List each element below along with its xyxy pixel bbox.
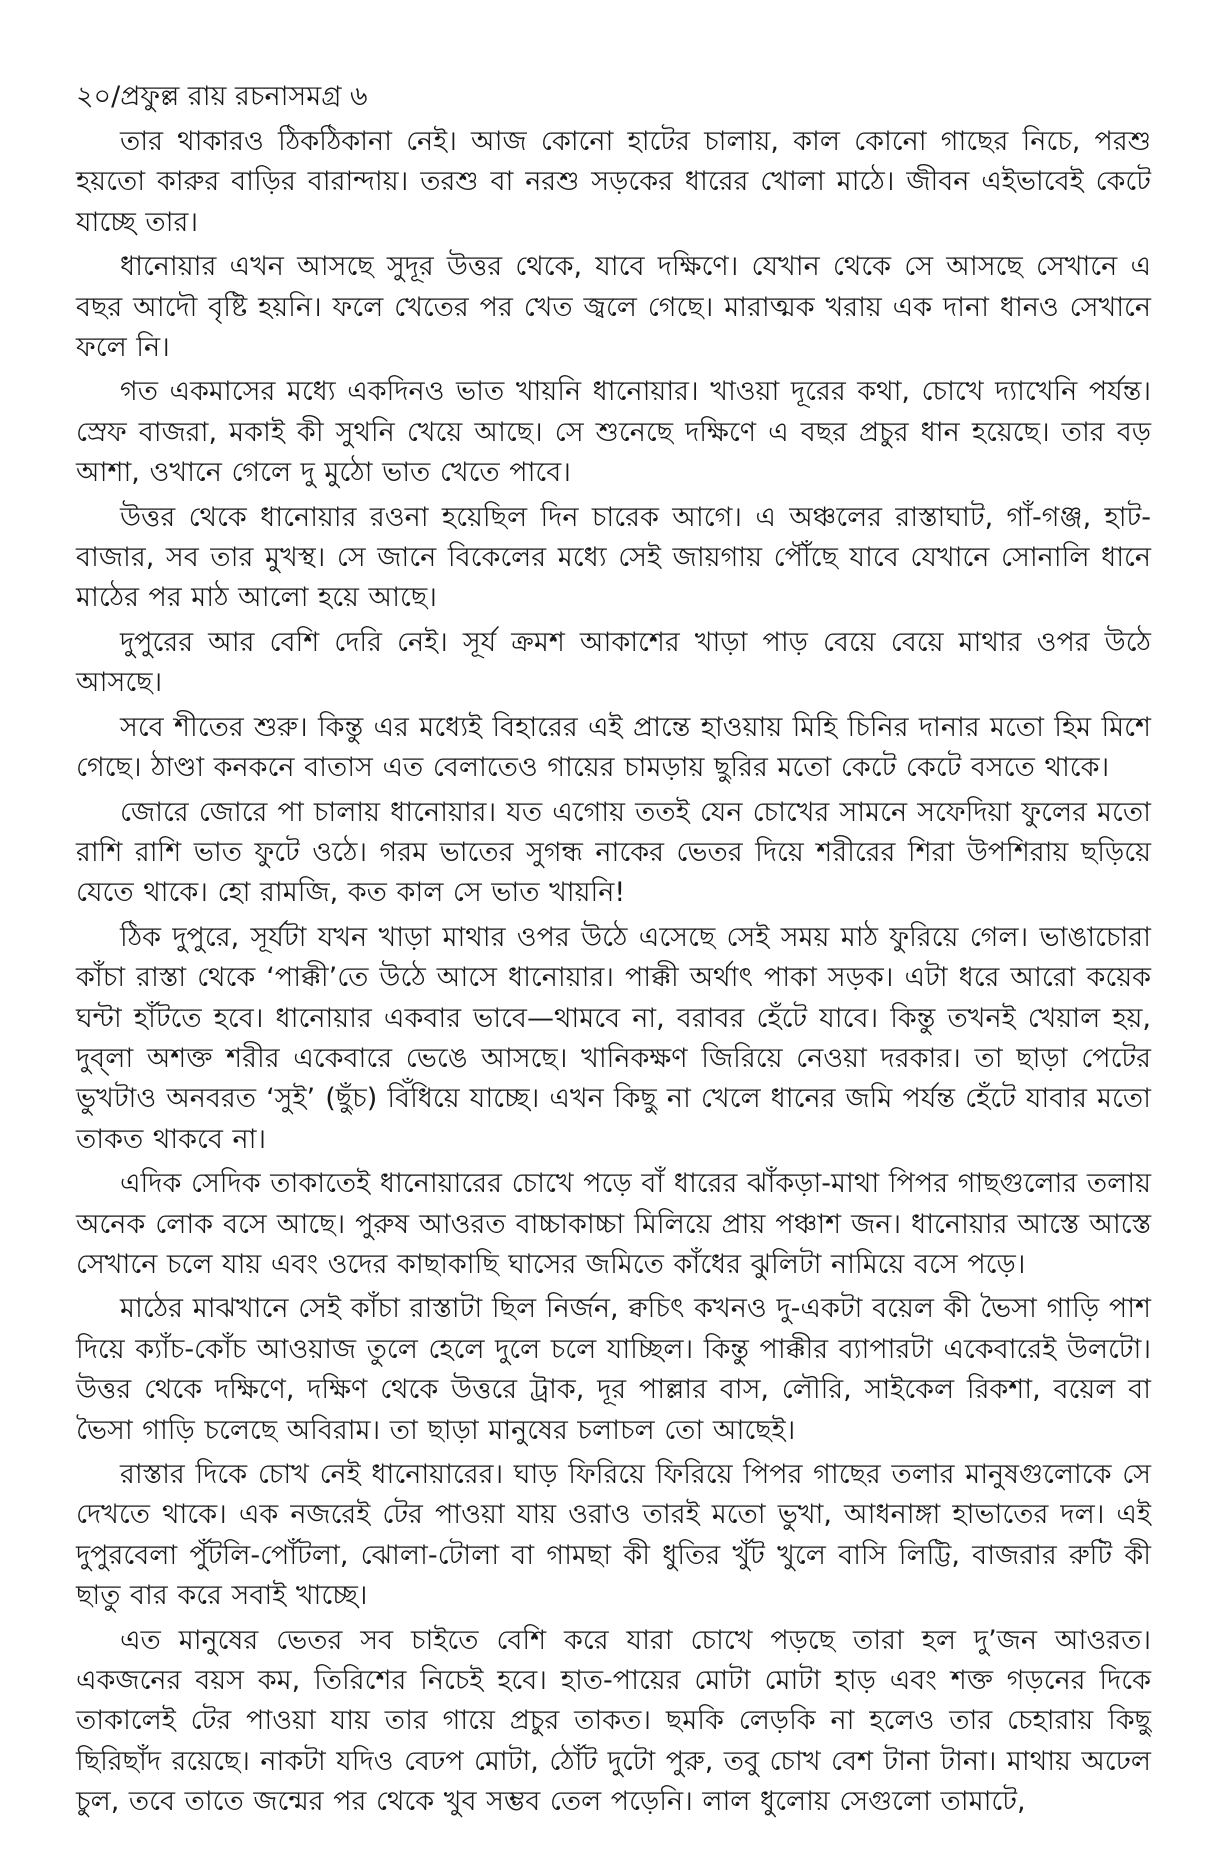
paragraph: মাঠের মাঝখানে সেই কাঁচা রাস্তাটা ছিল নির্জন, ক্বচিৎ কখনও দু-একটা বয়েল কী ভৈসা গাড়ি পাশ দিয়ে ক্যাঁচ-কোঁচ আওয়াজ তুলে হেলে দুলে চলে যাচ্ছিল। কিন্তু পাক্কীর ব্যাপারটা একেবারেই উলটো। উত্তর থেকে দক্ষিণে, দক্ষিণ থেকে উত্তরে ট্রাক, দূর পাল্লার বাস, লৌরি, সাইকেল রিকশা, বয়েল বা ভৈসা গাড়ি চলেছে অবিরাম। তা ছাড়া মানুষের চলাচল তো আছেই। — [76, 1293, 1151, 1446]
running-head: ২০/প্রফুল্ল রায় রচনাসমগ্র ৬ — [76, 81, 368, 112]
paragraph: জোরে জোরে পা চালায় ধানোয়ার। যত এগোয় ততই যেন চোখের সামনে সফেদিয়া ফুলের মতো রাশি রাশি ভাত ফুটে ওঠে। গরম ভাতের সুগন্ধ নাকের ভেতর দিয়ে শরীরের শিরা উপশিরায় ছড়িয়ে যেতে থাকে। হো রামজি, কত কাল সে ভাত খায়নি! — [76, 796, 1151, 909]
book-page — [76, 78, 1151, 1827]
paragraph: এত মানুষের ভেতর সব চাইতে বেশি করে যারা চোখে পড়ছে তারা হল দু’জন আওরত। একজনের বয়স কম, তিরিশের নিচেই হবে। হাত-পায়ের মোটা মোটা হাড় এবং শক্ত গড়নের দিকে তাকালেই টের পাওয়া যায় তার গায়ে প্রচুর তাকত। ছমকি লেড়কি না হলেও তার চেহারায় কিছু ছিরিছাঁদ রয়েছে। নাকটা যদিও বেঢপ মোটা, ঠোঁট দুটো পুরু, তবু চোখ বেশ টানা টানা। মাথায় অঢেল চুল, তবে তাতে জন্মের পর থেকে খুব সম্ভব তেল পড়েনি। লাল ধুলোয় সেগুলো তামাটে, — [76, 1624, 1151, 1818]
paragraph: এদিক সেদিক তাকাতেই ধানোয়ারের চোখে পড়ে বাঁ ধারের ঝাঁকড়া-মাথা পিপর গাছগুলোর তলায় অনেক লোক বসে আছে। পুরুষ আওরত বাচ্চাকাচ্চা মিলিয়ে প্রায় পঞ্চাশ জন। ধানোয়ার আস্তে আস্তে সেখানে চলে যায় এবং ওদের কাছাকাছি ঘাসের জমিতে কাঁধের ঝুলিটা নামিয়ে বসে পড়ে। — [76, 1168, 1151, 1280]
paragraph: ঠিক দুপুরে, সূর্যটা যখন খাড়া মাথার ওপর উঠে এসেছে সেই সময় মাঠ ফুরিয়ে গেল। ভাঙাচোরা কাঁচা রাস্তা থেকে ‘পাক্কী’তে উঠে আসে ধানোয়ার। পাক্কী অর্থাৎ পাকা সড়ক। এটা ধরে আরো কয়েক ঘন্টা হাঁটতে হবে। ধানোয়ার একবার ভাবে—থামবে না, বরাবর হেঁটে যাবে। কিন্তু তখনই খেয়াল হয়, দুব্‌লা অশক্ত শরীর একেবারে ভেঙে আসছে। খানিকক্ষণ জিরিয়ে নেওয়া দরকার। তা ছাড়া পেটের ভুখটাও অনবরত ‘সুই’ (ছুঁচ) বিঁধিয়ে যাচ্ছে। এখন কিছু না খেলে ধানের জমি পর্যন্ত হেঁটে যাবার মতো তাকত থাকবে না। — [76, 921, 1151, 1155]
paragraph: সবে শীতের শুরু। কিন্তু এর মধ্যেই বিহারের এই প্রান্তে হাওয়ায় মিহি চিনির দানার মতো হিম মিশে গেছে। ঠাণ্ডা কনকনে বাতাস এত বেলাতেও গায়ের চামড়ায় ছুরির মতো কেটে কেটে বসতে থাকে। — [76, 711, 1151, 784]
paragraph: উত্তর থেকে ধানোয়ার রওনা হয়েছিল দিন চারেক আগে। এ অঞ্চলের রাস্তাঘাট, গাঁ-গঞ্জ, হাট-বাজার, সব তার মুখস্থ। সে জানে বিকেলের মধ্যে সেই জায়গায় পৌঁছে যাবে যেখানে সোনালি ধানে মাঠের পর মাঠ আলো হয়ে আছে। — [76, 501, 1151, 614]
paragraph: গত একমাসের মধ্যে একদিনও ভাত খায়নি ধানোয়ার। খাওয়া দূরের কথা, চোখে দ্যাখেনি পর্যন্ত। স্রেফ বাজরা, মকাই কী সুথনি খেয়ে আছে। সে শুনেছে দক্ষিণে এ বছর প্রচুর ধান হয়েছে। তার বড় আশা, ওখানে গেলে দু মুঠো ভাত খেতে পাবে। — [76, 376, 1151, 489]
paragraph: ধানোয়ার এখন আসছে সুদূর উত্তর থেকে, যাবে দক্ষিণে। যেখান থেকে সে আসছে সেখানে এ বছর আদৌ বৃষ্টি হয়নি। ফলে খেতের পর খেত জ্বলে গেছে। মারাত্মক খরায় এক দানা ধানও সেখানে ফলে নি। — [76, 251, 1151, 364]
paragraph: রাস্তার দিকে চোখ নেই ধানোয়ারের। ঘাড় ফিরিয়ে ফিরিয়ে পিপর গাছের তলার মানুষগুলোকে সে দেখতে থাকে। এক নজরেই টের পাওয়া যায় ওরাও তারই মতো ভুখা, আধনাঙ্গা হাভাতের দল। এই দুপুরবেলা পুঁটলি-পোঁটলা, ঝোলা-টোলা বা গামছা কী ধুতির খুঁট খুলে বাসি লিট্টি, বাজরার রুটি কী ছাতু বার করে সবাই খাচ্ছে। — [76, 1459, 1151, 1612]
paragraph: তার থাকারও ঠিকঠিকানা নেই। আজ কোনো হাটের চালায়, কাল কোনো গাছের নিচে, পরশু হয়তো কারুর বাড়ির বারান্দায়। তরশু বা নরশু সড়কের ধারের খোলা মাঠে। জীবন এইভাবেই কেটে যাচ্ছে তার। — [76, 126, 1151, 238]
paragraph: দুপুরের আর বেশি দেরি নেই। সূর্য ক্রমশ আকাশের খাড়া পাড় বেয়ে বেয়ে মাথার ওপর উঠে আসছে। — [76, 626, 1151, 699]
